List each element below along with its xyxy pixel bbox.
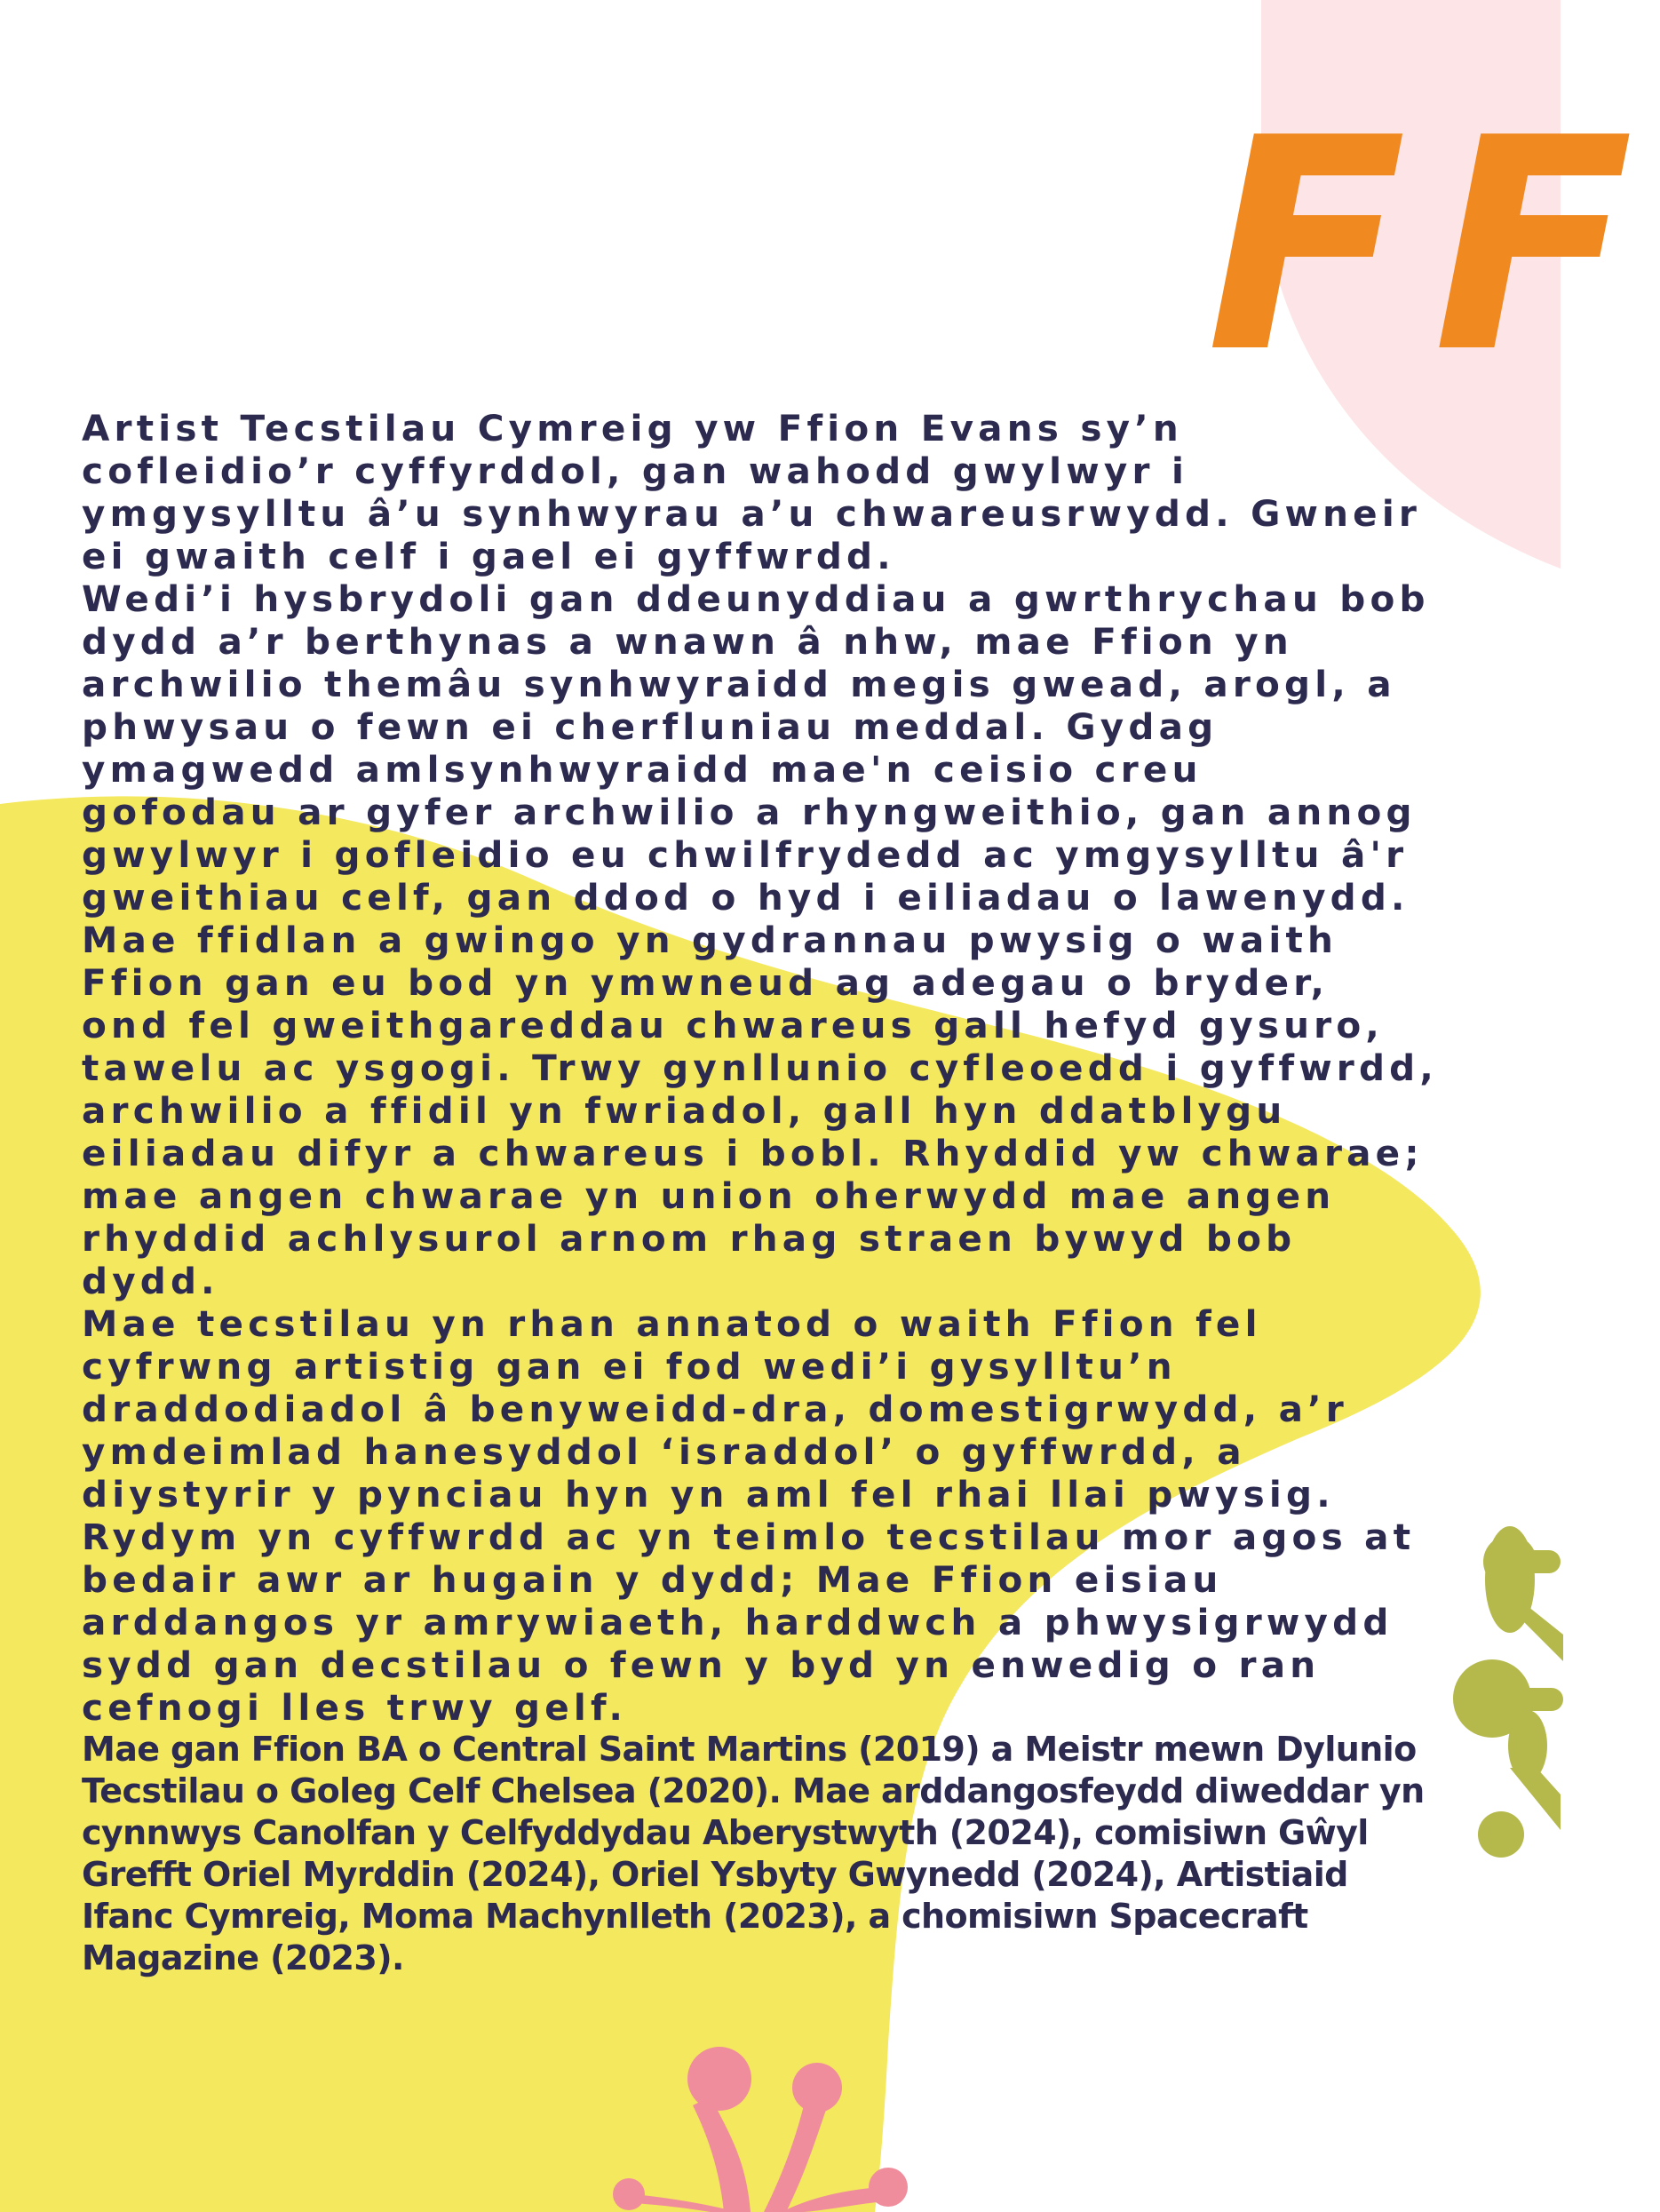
bio-line: Ifanc Cymreig, Moma Machynlleth (2023), a chomisiwn Spacecraft <box>82 1897 1308 1936</box>
bio-line: archwilio themâu synhwyraidd megis gwead, arogl, a <box>82 663 1396 705</box>
bio-line: Mae gan Ffion BA o Central Saint Martins (2019) a Meistr mewn Dylunio <box>82 1730 1417 1769</box>
bio-paragraph-inspiration <box>82 577 1467 1302</box>
bio-line: ymagwedd amlsynhwyraidd mae'n ceisio creu <box>82 748 1203 791</box>
bio-line: Ffion gan eu bod yn ymwneud ag adegau o bryder, <box>82 961 1330 1004</box>
bio-line: Mae ffidlan a gwingo yn gydrannau pwysig o waith <box>82 919 1338 961</box>
bio-line: arddangos yr amrywiaeth, harddwch a phwysigrwydd <box>82 1601 1394 1643</box>
bio-line: Wedi’i hysbrydoli gan ddeunyddiau a gwrthrychau bob <box>82 577 1430 620</box>
bio-line: rhyddid achlysurol arnom rhag straen bywyd bob <box>82 1217 1297 1260</box>
bio-line: gwylwyr i gofleidio eu chwilfrydedd ac ymgysylltu â'r <box>82 833 1409 876</box>
bio-line: dydd. <box>82 1260 219 1302</box>
initials-logo: FF <box>1206 76 1660 417</box>
bio-line: tawelu ac ysgogi. Trwy gynllunio cyfleoedd i gyffwrdd, <box>82 1046 1438 1089</box>
bio-line: eiliadau difyr a chwareus i bobl. Rhyddid yw chwarae; <box>82 1132 1424 1174</box>
bio-line: gweithiau celf, gan ddod o hyd i eiliadau o lawenydd. <box>82 876 1410 919</box>
bio-line: ei gwaith celf i gael ei gyffwrdd. <box>82 535 895 577</box>
bio-line: cynnwys Canolfan y Celfyddydau Aberystwyth (2024), comisiwn Gŵyl <box>82 1813 1369 1852</box>
green-sprig-icon <box>1453 1526 1563 1858</box>
bio-line: dydd a’r berthynas a wnawn â nhw, mae Ffion yn <box>82 620 1293 663</box>
bio-paragraph-cv <box>82 1729 1467 1979</box>
bio-line: mae angen chwarae yn union oherwydd mae angen <box>82 1174 1336 1217</box>
bio-line: Rydym yn cyffwrdd ac yn teimlo tecstilau mor agos at <box>82 1516 1416 1558</box>
bio-line: Artist Tecstilau Cymreig yw Ffion Evans sy’n <box>82 407 1183 450</box>
bio-line: Tecstilau o Goleg Celf Chelsea (2020). Mae arddangosfeydd diweddar yn <box>82 1771 1425 1810</box>
bio-line: Mae tecstilau yn rhan annatod o waith Ffion fel <box>82 1302 1262 1345</box>
bio-line: draddodiadol â benyweidd-dra, domestigrwydd, a’r <box>82 1388 1348 1430</box>
bio-line: archwilio a ffidil yn fwriadol, gall hyn ddatblygu <box>82 1089 1287 1132</box>
bio-line: gofodau ar gyfer archwilio a rhyngweithio, gan annog <box>82 791 1417 833</box>
bio-line: ymgysylltu â’u synhwyrau a’u chwareusrwydd. Gwneir <box>82 492 1422 535</box>
bio-line: Grefft Oriel Myrddin (2024), Oriel Ysbyty Gwynedd (2024), Artistiaid <box>82 1855 1348 1894</box>
bio-line: cyfrwng artistig gan ei fod wedi’i gysylltu’n <box>82 1345 1177 1388</box>
bio-paragraph-textiles <box>82 1302 1467 1729</box>
bio-line: ymdeimlad hanesyddol ‘israddol’ o gyffwrdd, a <box>82 1430 1246 1473</box>
bio-line: ond fel gweithgareddau chwareus gall hefyd gysuro, <box>82 1004 1384 1046</box>
bio-line: bedair awr ar hugain y dydd; Mae Ffion eisiau <box>82 1558 1223 1601</box>
bio-line: cefnogi lles trwy gelf. <box>82 1686 628 1729</box>
bio-text <box>82 407 1467 1979</box>
bio-line: diystyrir y pynciau hyn yn aml fel rhai llai pwysig. <box>82 1473 1335 1516</box>
bio-line: Magazine (2023). <box>82 1938 404 1977</box>
bio-line: cofleidio’r cyffyrddol, gan wahodd gwylwyr i <box>82 450 1189 492</box>
bio-line: sydd gan decstilau o fewn y byd yn enwedig o ran <box>82 1643 1321 1686</box>
bio-paragraph-intro <box>82 407 1467 577</box>
bio-line: phwysau o fewn ei cherfluniau meddal. Gydag <box>82 705 1219 748</box>
